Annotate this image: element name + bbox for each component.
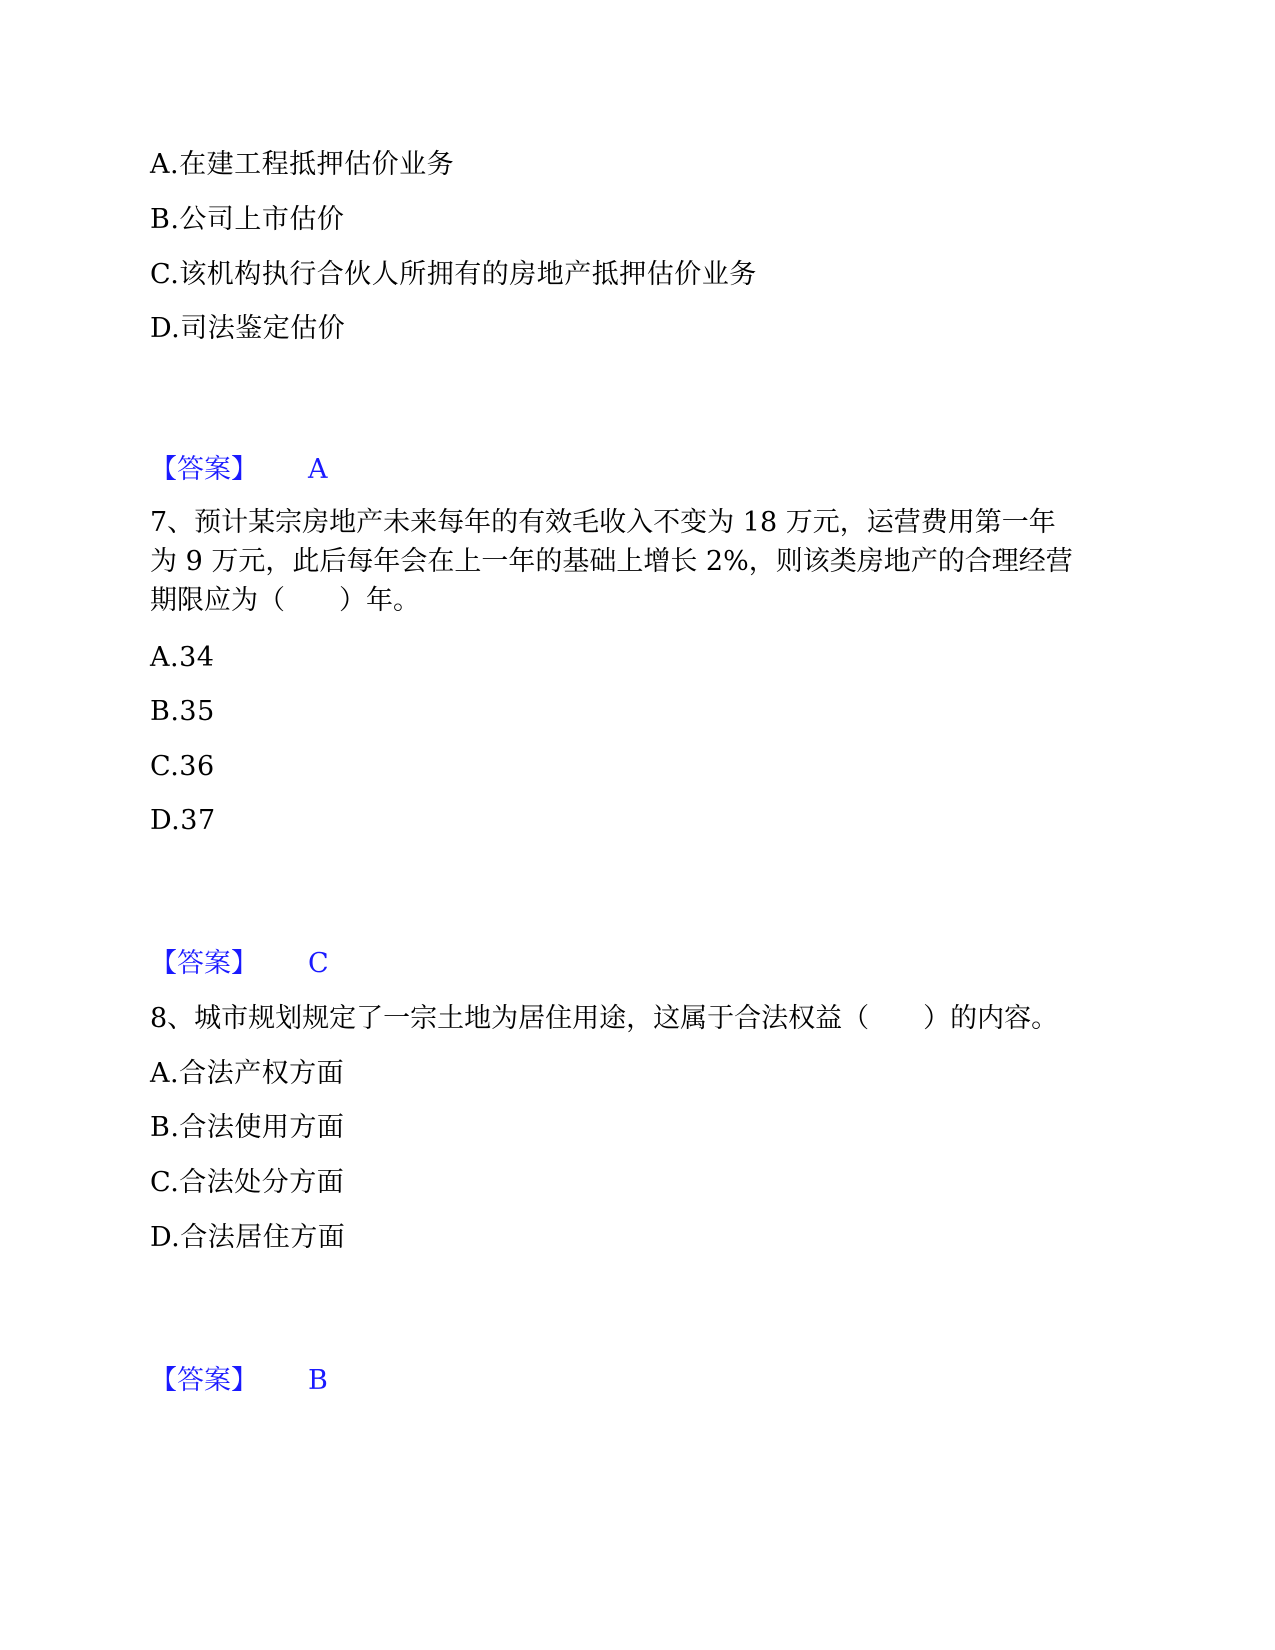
q7-option-d: D.37 xyxy=(150,805,216,836)
question-7-stem-line-3: 期限应为（ ）年。 xyxy=(150,585,420,616)
q8-option-c: C.合法处分方面 xyxy=(150,1167,345,1198)
q7-option-c: C.36 xyxy=(150,751,215,782)
q8-option-d: D.合法居住方面 xyxy=(150,1222,346,1253)
q8-option-b: B.合法使用方面 xyxy=(150,1112,345,1143)
q7-option-a: A.34 xyxy=(150,642,215,673)
answer-row xyxy=(150,454,328,485)
q7-option-b: B.35 xyxy=(150,696,215,727)
option-a: A.在建工程抵押估价业务 xyxy=(150,149,455,180)
option-b: B.公司上市估价 xyxy=(150,204,345,235)
answer-label: 【答案】 xyxy=(150,948,258,979)
answer-value: A xyxy=(308,454,328,485)
answer-label: 【答案】 xyxy=(150,1365,258,1396)
q8-option-a: A.合法产权方面 xyxy=(150,1058,345,1089)
question-8-stem: 8、城市规划规定了一宗土地为居住用途，这属于合法权益（ ）的内容。 xyxy=(150,1003,1059,1034)
q7-answer-row xyxy=(150,948,329,979)
answer-value: C xyxy=(308,948,329,979)
q8-answer-row xyxy=(150,1365,328,1396)
question-7-stem-line-1: 7、预计某宗房地产未来每年的有效毛收入不变为 18 万元，运营费用第一年 xyxy=(150,507,1056,538)
answer-label: 【答案】 xyxy=(150,454,258,485)
option-c: C.该机构执行合伙人所拥有的房地产抵押估价业务 xyxy=(150,259,757,290)
question-7-stem-line-2: 为 9 万元，此后每年会在上一年的基础上增长 2%，则该类房地产的合理经营 xyxy=(150,546,1073,577)
answer-value: B xyxy=(308,1365,328,1396)
option-d: D.司法鉴定估价 xyxy=(150,313,346,344)
